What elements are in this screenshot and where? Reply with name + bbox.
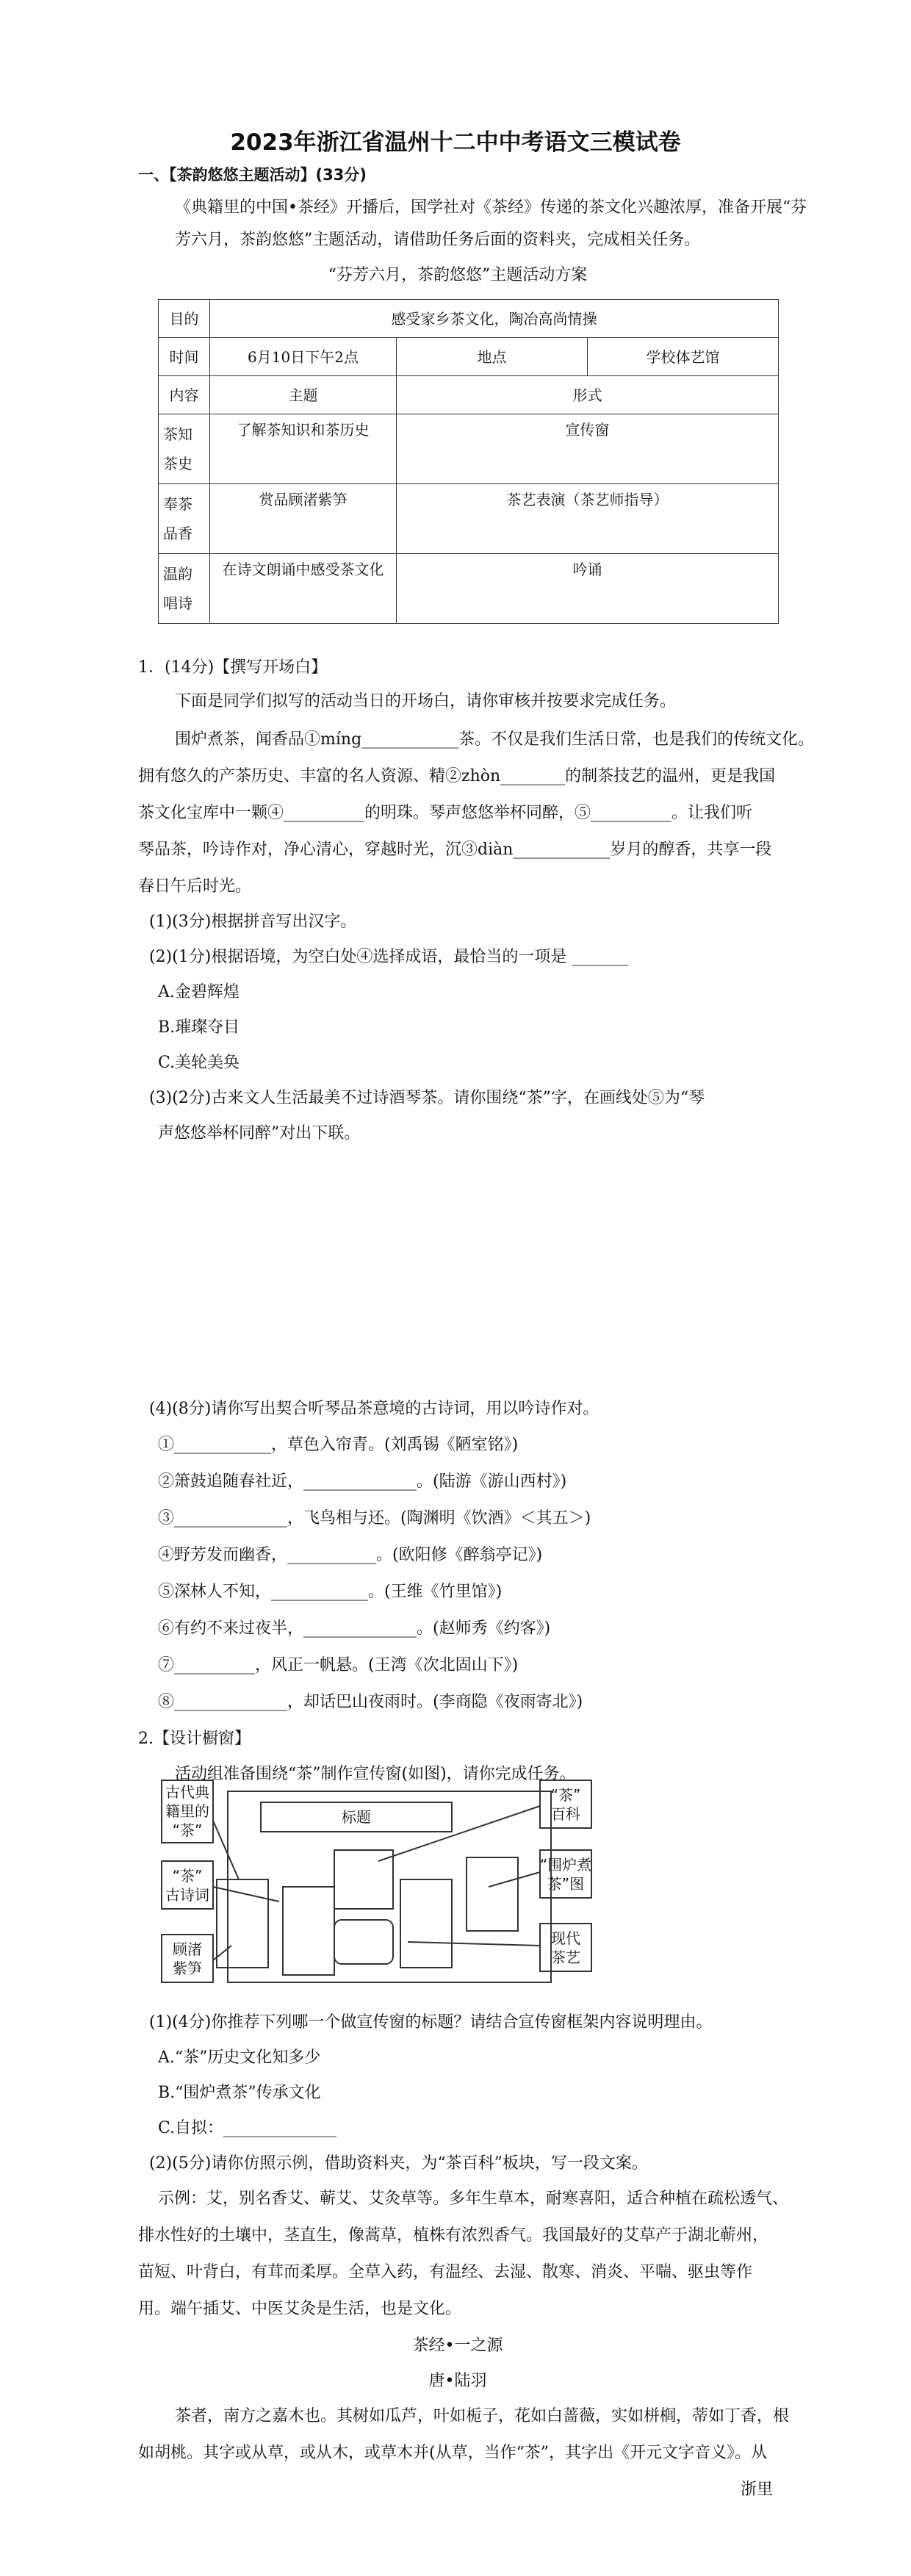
poem-line: ⑤深林人不知，____________。(王维《竹里馆》)	[158, 1583, 503, 1601]
example-line: 苗短、叶背白，有茸而柔厚。全草入药，有温经、去湿、散寒、消炎、平喘、驱虫等作	[138, 2263, 753, 2281]
diagram-label: “茶”	[172, 1867, 203, 1885]
poem-line: ①____________，草色入帘青。(刘禹锡《陋室铭》)	[158, 1436, 519, 1454]
option-a: A.“茶”历史文化知多少	[158, 2048, 321, 2067]
table-row	[159, 338, 779, 376]
diagram-label: “围炉煮	[539, 1856, 592, 1874]
option-c: C.自拟：______________	[158, 2119, 337, 2137]
poem-line: ④野芳发而幽香，___________。(欧阳修《醉翁亭记》)	[158, 1546, 543, 1564]
diagram-label: 籍里的	[165, 1802, 209, 1820]
passage-line: 琴品茶，吟诗作对，净心清心，穿越时光，沉③diàn____________岁月的醇香，共享一段	[138, 841, 772, 859]
diagram-label: “茶”	[550, 1786, 581, 1804]
showcase-frame	[228, 1791, 551, 1982]
question-heading: 2.【设计橱窗】	[138, 1730, 251, 1748]
table-cell: 奉茶品香	[159, 484, 210, 554]
scroll-panel	[400, 1879, 452, 1968]
page-title: 2023年浙江省温州十二中中考语文三模试卷	[230, 129, 681, 156]
instruction: 活动组准备围绕“茶”制作宣传窗(如图)，请你完成任务。	[175, 1765, 576, 1783]
table-row	[159, 554, 779, 624]
table-cell: 形式	[397, 376, 779, 414]
diagram-label: 茶艺	[551, 1949, 580, 1966]
diagram-label: 古代典	[165, 1783, 209, 1801]
table-cell: 茶知茶史	[159, 414, 210, 484]
intro-line: 芳六月，茶韵悠悠”主题活动，请借助任务后面的资料夹，完成相关任务。	[175, 231, 701, 249]
diagram-label: 百科	[551, 1805, 580, 1823]
poem-line: ⑥有约不来过夜半，______________。(赵师秀《约客》)	[158, 1619, 551, 1638]
section-heading: 一、【茶韵悠悠主题活动】(33分)	[138, 166, 367, 184]
scroll-panel	[467, 1857, 518, 1931]
passage-line: 茶文化宝库中一颗④__________的明珠。琴声悠悠举杯同醉，⑤__________。让我们听	[138, 804, 753, 822]
table-row	[159, 300, 779, 338]
poem-line: ③______________，飞鸟相与还。(陶渊明《饮酒》＜其五＞)	[158, 1509, 591, 1528]
source-line: 如胡桃。其字或从草，或从木，或草木并(从草，当作“茶”，其字出《开元文字音义》。从	[138, 2444, 768, 2462]
table-caption: “芬芳六月，茶韵悠悠”主题活动方案	[328, 266, 588, 284]
table-cell: 内容	[159, 376, 210, 414]
table-cell: 学校体艺馆	[588, 338, 779, 376]
instruction: 下面是同学们拟写的活动当日的开场白，请你审核并按要求完成任务。	[175, 692, 677, 710]
diagram-title-label: 标题	[342, 1808, 371, 1826]
sub-question: (2)(5分)请你仿照示例，借助资料夹，为“茶百科”板块，写一段文案。	[149, 2154, 648, 2173]
passage-line: 春日午后时光。	[138, 877, 252, 896]
source-line: 浙里	[741, 2480, 774, 2499]
table-row	[159, 376, 779, 414]
table-cell: 宣传窗	[397, 414, 779, 484]
diagram-label: 顾渚	[173, 1940, 202, 1958]
example-line: 排水性好的土壤中，茎直生，像蒿草，植株有浓烈香气。我国最好的艾草产于湖北蕲州，	[138, 2226, 769, 2245]
passage-line: 拥有悠久的产茶历史、丰富的名人资源、精②zhòn________的制茶技艺的温州，更是我国	[138, 767, 776, 785]
table-cell: 感受家乡茶文化，陶冶高尚情操	[210, 300, 779, 338]
question-heading: 1．(14分)【撰写开场白】	[138, 658, 328, 677]
example-line: 示例：艾，别名香艾、蕲艾、艾灸草等。多年生草本，耐寒喜阳，适合种植在疏松透气、	[158, 2190, 789, 2208]
table-cell: 目的	[159, 300, 210, 338]
scroll-panel	[283, 1887, 334, 1975]
diagram-label: “茶”	[172, 1821, 203, 1839]
table-cell: 温韵唱诗	[159, 554, 210, 624]
passage-line: 围炉煮茶，闻香品①míng____________茶。不仅是我们生活日常，也是我们的传统文化。	[175, 730, 815, 749]
diagram-label: 古诗词	[165, 1886, 209, 1904]
table-cell: 吟诵	[397, 554, 779, 624]
sub-question: (1)(3分)根据拼音写出汉字。	[149, 913, 357, 931]
diagram-label: 现代	[551, 1929, 580, 1947]
source-title: 茶经•一之源	[412, 2336, 503, 2355]
poem-line: ⑧______________，却话巴山夜雨时。(李商隐《夜雨寄北》)	[158, 1693, 583, 1711]
diagram-label: 茶”图	[547, 1875, 585, 1893]
table-cell: 了解茶知识和茶历史	[210, 414, 397, 484]
sub-question: (2)(1分)根据语境，为空白处④选择成语，最恰当的一项是 _______	[149, 948, 629, 966]
table-cell: 地点	[397, 338, 588, 376]
intro-line: 《典籍里的中国•茶经》开播后，国学社对《茶经》传递的茶文化兴趣浓厚，准备开展“芬	[175, 198, 807, 217]
table-cell: 时间	[159, 338, 210, 376]
option-b: B.“围炉煮茶”传承文化	[158, 2084, 321, 2102]
poem-line: ②箫鼓追随春社近，______________。(陆游《游山西村》)	[158, 1472, 567, 1491]
table-cell: 主题	[210, 376, 397, 414]
source-line: 茶者，南方之嘉木也。其树如瓜芦，叶如栀子，花如白蔷薇，实如栟榈，蒂如丁香，根	[175, 2407, 790, 2425]
option-a: A.金碧辉煌	[158, 983, 240, 1001]
showcase-diagram	[158, 1777, 597, 2001]
photo-panel	[334, 1920, 393, 1964]
table-cell: 在诗文朗诵中感受茶文化	[210, 554, 397, 624]
sub-question: 声悠悠举杯同醉”对出下联。	[158, 1124, 361, 1143]
sub-question: (3)(2分)古来文人生活最美不过诗酒琴茶。请你围绕“茶”字，在画线处⑤为“琴	[149, 1089, 705, 1107]
activity-plan-table	[158, 299, 779, 624]
poem-line: ⑦__________，风正一帆悬。(王湾《次北固山下》)	[158, 1656, 519, 1674]
sub-question: (4)(8分)请你写出契合听琴品茶意境的古诗词，用以吟诗作对。	[149, 1400, 599, 1418]
table-cell: 茶艺表演（茶艺师指导）	[397, 484, 779, 554]
option-c: C.美轮美奂	[158, 1054, 240, 1072]
diagram-label: 紫笋	[173, 1960, 202, 1977]
source-author: 唐•陆羽	[428, 2372, 487, 2390]
table-cell: 赏品顾渚紫笋	[210, 484, 397, 554]
example-line: 用。端午插艾、中医艾灸是生活，也是文化。	[138, 2300, 462, 2318]
table-row	[159, 414, 779, 484]
sub-question: (1)(4分)你推荐下列哪一个做宣传窗的标题？请结合宣传窗框架内容说明理由。	[149, 2013, 713, 2032]
option-b: B.璀璨夺目	[158, 1018, 240, 1037]
table-row	[159, 484, 779, 554]
table-cell: 6月10日下午2点	[210, 338, 397, 376]
